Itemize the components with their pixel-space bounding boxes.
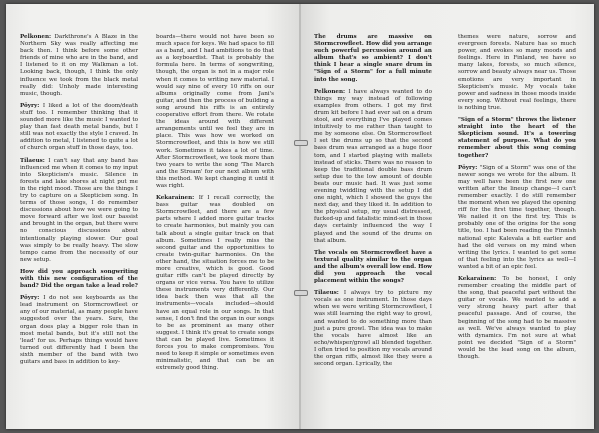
left-page-column-2: [156, 34, 274, 377]
answer-text: If I recall correctly, the bass guitar was doubled on Stormcrowfleet, and there are a few parts where I added more guitar tracks to create harmonies, but mainly you can talk about a single guitar track on that album. Sometimes I really miss the second guitar and the opportunities to create twin-guitar harmonies. On the other hand, the situation forces me to be more creative, which is good. Good guitar riffs can't be played directly by organs or vice versa. You have to utilize these instruments very differently. Our idea back then was that all the instruments—vocals included—should have an equal role in our songs. In that sense, I don't find the organ in our songs to be as prominent as many other suggest. I think it's great to create songs that can be played live. Sometimes it forces you to make compromises. You need to keep it simple or sometimes even minimalistic, and that can be an extremely good thing.: [156, 195, 274, 372]
answer-text: To be honest, I only remember creating the middle part of the song, that peaceful part without the guitar or vocals. We wanted to add a very strong heavy part after that peaceful passage. And of course, the beginning of the song had to be massive as well. We've always wanted to play with dynamics. I'm not sure at what point we decided "Sign of a Storm" would be the lead song on the album, though.: [458, 276, 577, 361]
right-page-column-1: [314, 34, 432, 373]
interview-answer: [458, 165, 576, 271]
interview-answer: [20, 103, 138, 153]
answer-text: I have always wanted to do things my way instead of following examples from others. I got my first drum kit before I had ever sat on a drum stool, and everything I've played comes intuitively to me rather than taught to me by someone else. On Stormcrowfleet I set the drums up so that the second bass drum was arranged as a huge floor tom, and I started playing with mallets instead of sticks. There was no reason to keep the traditional double bass drum setup due to the low amount of double beats our music had. It was just some evening twiddling with the setup I did one night, which I showed the guys the next day, and they liked it. In addition to the physical setup, my usual distressed, fucked-up and fatalistic mind-set in those days certainly influenced the way I played and the sound of the drums on that album.: [314, 88, 432, 244]
interview-answer: [156, 34, 274, 190]
interview-answer: [314, 290, 432, 368]
answer-text: I always try to picture my vocals as one instrument. In those days when we were writing Stormcrowfleet, I was still learning the right way to growl, and wanted to do something more than just a pure growl. The idea was to make the vocals have almost like an echo/whisper/growl all blended together. I often tried to position my vocals around the organ riffs, almost like they were a second organ. Lyrically, the: [314, 290, 432, 368]
interview-answer: [458, 276, 576, 361]
left-page: [6, 4, 300, 429]
interview-question: The vocals on Stormcrowfleet have a textural quality similar to the organ and the album's overall low end. How did you approach the vocal placement within the songs?: [314, 249, 432, 285]
speaker-name: Pelkonen:: [314, 88, 349, 95]
spine-gutter: [299, 4, 301, 429]
speaker-name: Pelkonen:: [20, 34, 55, 40]
answer-text: boards—there would not have been so much space for keys. We had space to fill as a band, and I had ambitions to do that as a keyboardist. That is probably the formula here. In terms of songwriting, though, the organ is not in a major role when it comes to writing new material. I would say nine of every 10 riffs on our albums originally come from Jani's guitar, and then the process of building a song around his riffs is an entirely cooperative effort from there. We rotate the ideas around with different arrangements until we feel they are in place. This was how we worked on Stormcrowfleet, and this is how we still work. Sometimes it takes a lot of time. After Stormcrowfleet, we took more than two years to write the song 'The March and the Stream' for our next album with this method. We kept changing it until it was right.: [156, 34, 274, 189]
right-page: [300, 4, 594, 429]
staple-bottom: [294, 290, 308, 296]
interview-answer: [20, 295, 138, 366]
speaker-name: Tilaeus:: [20, 157, 49, 164]
left-page-column-1: [20, 34, 138, 371]
speaker-name: Kekarainen:: [156, 195, 199, 202]
magazine-spread: [6, 4, 594, 429]
interview-answer: [156, 195, 274, 372]
answer-text: Darkthrone's A Blaze in the Northern Sky was really affecting me back then. I think before some other friends of mine who are in the band, and I listened to it on my Walkman a lot. Looking back, though, I think the only influence we took from the black metal really did: Unholy made interesting music, though.: [20, 34, 138, 97]
speaker-name: Kekarainen:: [458, 276, 503, 282]
speaker-name: Pöyry:: [20, 102, 43, 109]
answer-text: I can't say that any band has influenced me when it comes to my input into Skepticism's music. Silence in forests and lake shores at night put me in the right mood. Those are the things I try to capture on a Skepticism song. In terms of those songs, I do remember discussions about how we were going to move forward after we lost our bassist and brought in the organ, but there were no conscious discussions about intentionally playing slower. Our goal was simply to be really heavy. The slow tempo came from the necessity of our new setup.: [20, 157, 138, 263]
interview-question: "Sign of a Storm" throws the listener straight into the heart of the Skepticism sound. It's a towering statement of purpose. What do you remember about this song coming together?: [458, 117, 576, 159]
right-page-column-2: [458, 34, 576, 366]
answer-text: I do not see keyboards as the lead instrument on Stormcrowfleet or any of our material, as many people have suggested over the years. Sure, the organ does play a bigger role than in most metal bands, but it's still not the 'lead' for us. Perhaps things would have turned out differently had I been the sixth member of the band with two guitars and bass in addition to key-: [20, 295, 138, 366]
interview-answer: [458, 34, 576, 112]
answer-text: "Sign of a Storm" was one of the newer songs we wrote for the album. It may well have been the first new one written after the lineup change—I can't remember exactly. I do still remember the moment when we played the opening riff for the first time together, though. We nailed it on the first try. This is probably one of the origins for the song title, too. I had been reading the Finnish national epic Kalevala a bit earlier and had the old verses on my mind when writing the lyrics. I wanted to get some of that feeling into the lyrics as well—I wanted a bit of an epic feel.: [458, 164, 576, 270]
interview-answer: [20, 34, 138, 98]
interview-answer: [20, 158, 138, 264]
interview-question: How did you approach songwriting with this new configuration of the band? Did the organ take a lead role?: [20, 268, 138, 290]
interview-answer: [314, 89, 432, 245]
answer-text: themes were nature, sorrow and evergreen forests. Nature has so much power, and evokes so many moods and feelings. Here in Finland, we have so many lakes, forests, so much silence, sorrow and beauty always near us. Those emotions are very important in Skepticism's music. My vocals take power and sadness in those moods inside every song. Without real feelings, there is nothing true.: [458, 34, 576, 111]
speaker-name: Pöyry:: [20, 295, 44, 302]
speaker-name: Pöyry:: [458, 164, 480, 171]
interview-question: The drums are massive on Stormcrowfleet. How did you arrange such powerful percussion around an album that's so ambient? I don't think I hear a single snare drum in "Sign of a Storm" for a full minute into the song.: [314, 34, 432, 83]
answer-text: I liked a lot of the doom/death stuff too. I remember thinking that it sounded more like the music I wanted to play than fast death metal bands, but I still was not exactly the style I craved. In addition to metal, I listened to quite a lot of church organ stuff in those days, too.: [20, 102, 138, 152]
staple-top: [294, 140, 308, 146]
speaker-name: Tilaeus:: [314, 290, 344, 297]
